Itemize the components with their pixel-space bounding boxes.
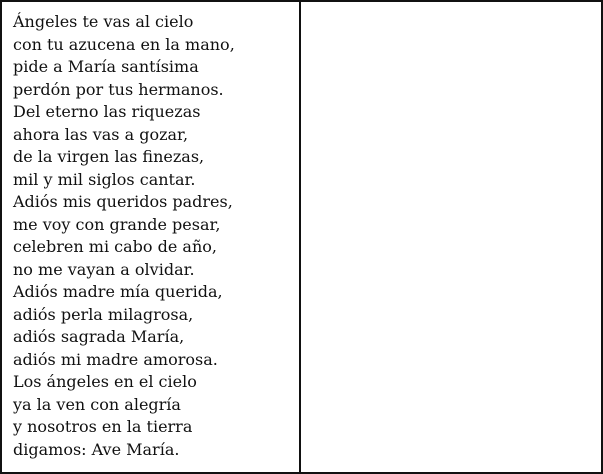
poem-line: digamos: Ave María.: [13, 439, 180, 459]
poem-line: adiós mi madre amorosa.: [13, 349, 218, 369]
poem-line: adiós perla milagrosa,: [13, 304, 194, 324]
poem-line: pide a María santísima: [13, 57, 199, 76]
poem-line: me voy con grande pesar,: [13, 214, 221, 234]
poem-line: Los ángeles en el cielo: [13, 372, 197, 391]
poem-line: y nosotros en la tierra: [13, 417, 193, 436]
poem-line: Adiós mis queridos padres,: [13, 192, 233, 211]
poem-line: Adiós madre mía querida,: [13, 282, 223, 301]
poem-line: adiós sagrada María,: [13, 327, 185, 346]
poem-line: ya la ven con alegría: [13, 394, 181, 414]
poem-line: no me vayan a olvidar.: [13, 259, 195, 279]
poem-line: de la virgen las finezas,: [13, 147, 205, 166]
poem-line: Del eterno las riquezas: [13, 102, 201, 121]
poem-line: celebren mi cabo de año,: [13, 237, 217, 256]
empty-cell: [301, 2, 601, 472]
poem-line: Ángeles te vas al cielo: [13, 12, 194, 31]
poem-cell: [2, 2, 301, 472]
poem-line: mil y mil siglos cantar.: [13, 169, 196, 189]
poem-line: con tu azucena en la mano,: [13, 34, 235, 54]
poem-line: ahora las vas a gozar,: [13, 124, 189, 144]
poem-line: perdón por tus hermanos.: [13, 79, 224, 99]
